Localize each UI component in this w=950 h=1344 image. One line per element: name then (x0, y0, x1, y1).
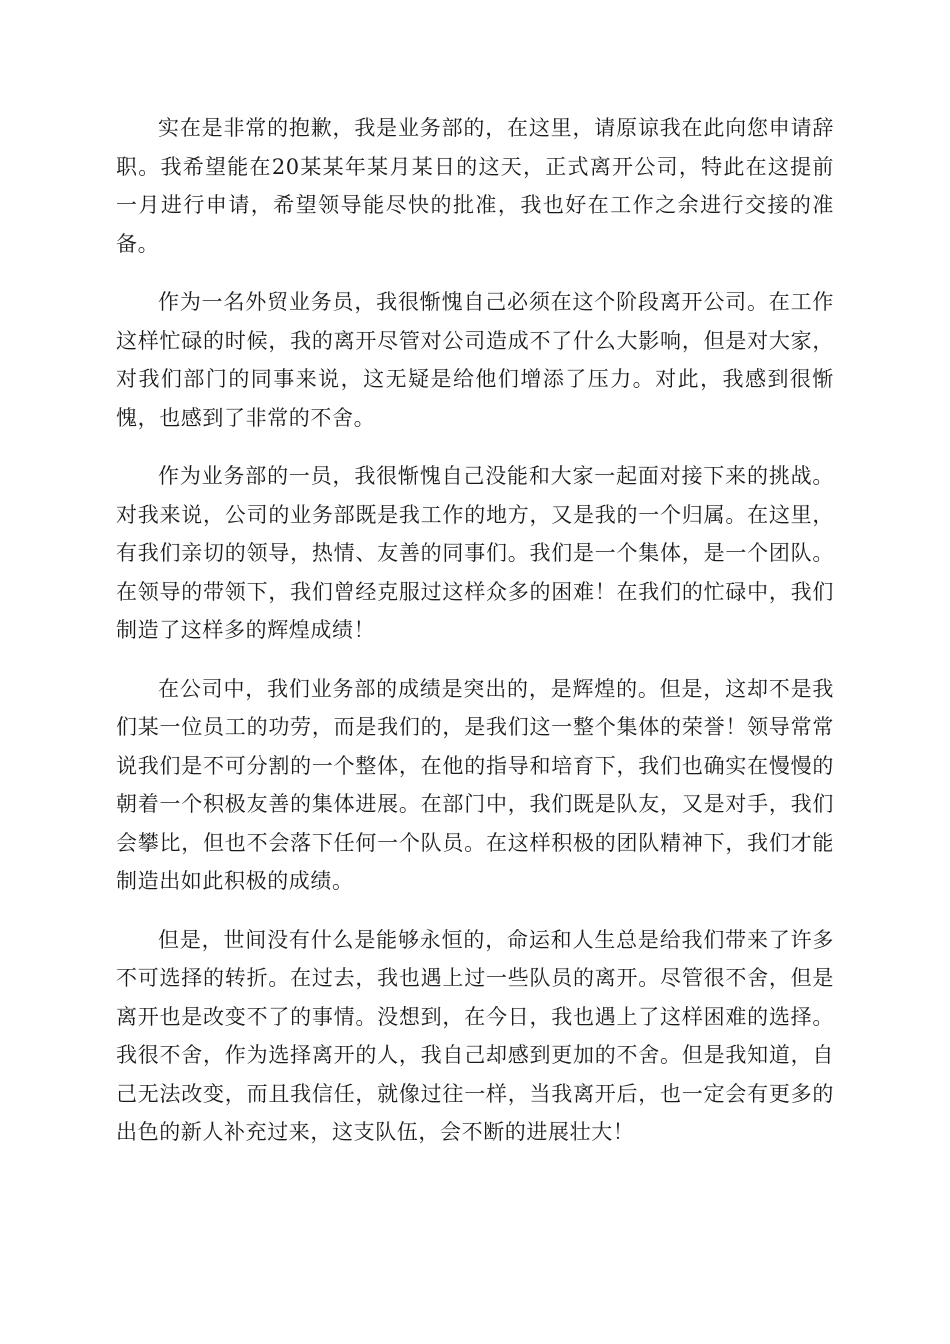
paragraph-3: 作为业务部的一员，我很惭愧自己没能和大家一起面对接下来的挑战。对我来说，公司的业务部既是我工作的地方，又是我的一个归属。在这里，有我们亲切的领导，热情、友善的同事们。我们是一个集体，是一个团队。在领导的带领下，我们曾经克服过这样众多的困难！在我们的忙碌中，我们制造了这样多的辉煌成绩！ (116, 464, 834, 642)
document-body (116, 109, 834, 1172)
paragraph-5: 但是，世间没有什么是能够永恒的，命运和人生总是给我们带来了许多不可选择的转折。在过去，我也遇上过一些队员的离开。尽管很不舍，但是离开也是改变不了的事情。没想到，在今日，我也遇上了这样困难的选择。我很不舍，作为选择离开的人，我自己却感到更加的不舍。但是我知道，自己无法改变，而且我信任，就像过往一样，当我离开后，也一定会有更多的出色的新人补充过来，这支队伍，会不断的进展壮大！ (116, 927, 834, 1144)
paragraph-4: 在公司中，我们业务部的成绩是突出的，是辉煌的。但是，这却不是我们某一位员工的功劳，而是我们的，是我们这一整个集体的荣誉！领导常常说我们是不可分割的一个整体，在他的指导和培育下，我们也确实在慢慢的朝着一个积极友善的集体进展。在部门中，我们既是队友，又是对手，我们会攀比，但也不会落下任何一个队员。在这样积极的团队精神下，我们才能制造出如此积极的成绩。 (116, 676, 834, 893)
paragraph-2: 作为一名外贸业务员，我很惭愧自己必须在这个阶段离开公司。在工作这样忙碌的时候，我的离开尽管对公司造成不了什么大影响，但是对大家，对我们部门的同事来说，这无疑是给他们增添了压力。对此，我感到很惭愧，也感到了非常的不舍。 (116, 290, 834, 430)
paragraph-1: 实在是非常的抱歉，我是业务部的，在这里，请原谅我在此向您申请辞职。我希望能在20某某年某月某日的这天，正式离开公司，特此在这提前一月进行申请，希望领导能尽快的批准，我也好在工作之余进行交接的准备。 (116, 116, 834, 256)
